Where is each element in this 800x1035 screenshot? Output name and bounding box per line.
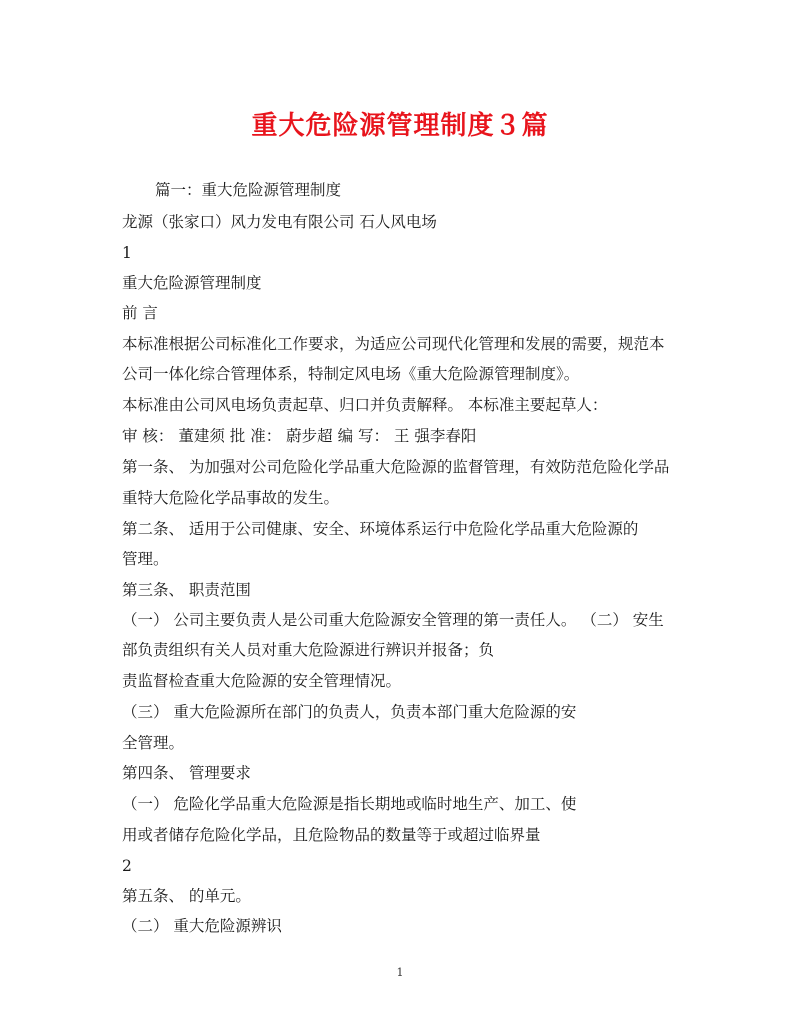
text-line: 重特大危险化学品事故的发生。 bbox=[122, 489, 340, 507]
text-line: 责监督检查重大危险源的安全管理情况。 bbox=[122, 672, 402, 690]
company-line: 龙源（张家口）风力发电有限公司 石人风电场 bbox=[122, 213, 437, 231]
text-line: 本标准根据公司标准化工作要求，为适应公司现代化管理和发展的需要，规范本 bbox=[122, 335, 665, 353]
text-line: （三） 重大危险源所在部门的负责人，负责本部门重大危险源的安 bbox=[122, 703, 577, 721]
text-line: 公司一体化综合管理体系，特制定风电场《重大危险源管理制度》。 bbox=[122, 365, 580, 383]
text-line: （二） 重大危险源辨识 bbox=[122, 917, 282, 935]
text-line: 重大危险源管理制度 bbox=[122, 274, 262, 292]
text-line: 本标准由公司风电场负责起草、归口并负责解释。 本标准主要起草人： bbox=[122, 396, 608, 414]
text-line: 2 bbox=[122, 857, 132, 875]
text-line: 全管理。 bbox=[122, 734, 185, 752]
text-line: （一） 公司主要负责人是公司重大危险源安全管理的第一责任人。 （二） 安生 bbox=[122, 611, 664, 629]
text-line: 第三条、 职责范围 bbox=[122, 581, 251, 599]
text-line: 用或者储存危险化学品，且危险物品的数量等于或超过临界量 bbox=[122, 826, 541, 844]
page-number: 1 bbox=[396, 966, 404, 979]
section-heading: 篇一：重大危险源管理制度 bbox=[155, 181, 342, 199]
text-line: 前 言 bbox=[122, 304, 158, 322]
text-line: 第四条、 管理要求 bbox=[122, 764, 251, 782]
text-line: 管理。 bbox=[122, 550, 169, 568]
text-line: 第五条、 的单元。 bbox=[122, 887, 251, 905]
text-line: 第二条、 适用于公司健康、安全、环境体系运行中危险化学品重大危险源的 bbox=[122, 520, 639, 538]
text-line: （一） 危险化学品重大危险源是指长期地或临时地生产、加工、使 bbox=[122, 795, 577, 813]
text-line: 部负责组织有关人员对重大危险源进行辨识并报备；负 bbox=[122, 641, 495, 659]
text-line: 第一条、 为加强对公司危险化学品重大危险源的监督管理，有效防范危险化学品 bbox=[122, 458, 670, 476]
text-line: 审 核： 董建须 批 准： 蔚步超 编 写： 王 强李春阳 bbox=[122, 427, 477, 445]
text-line: 1 bbox=[122, 244, 132, 262]
document-title: 重大危险源管理制度３篇 bbox=[251, 111, 549, 141]
